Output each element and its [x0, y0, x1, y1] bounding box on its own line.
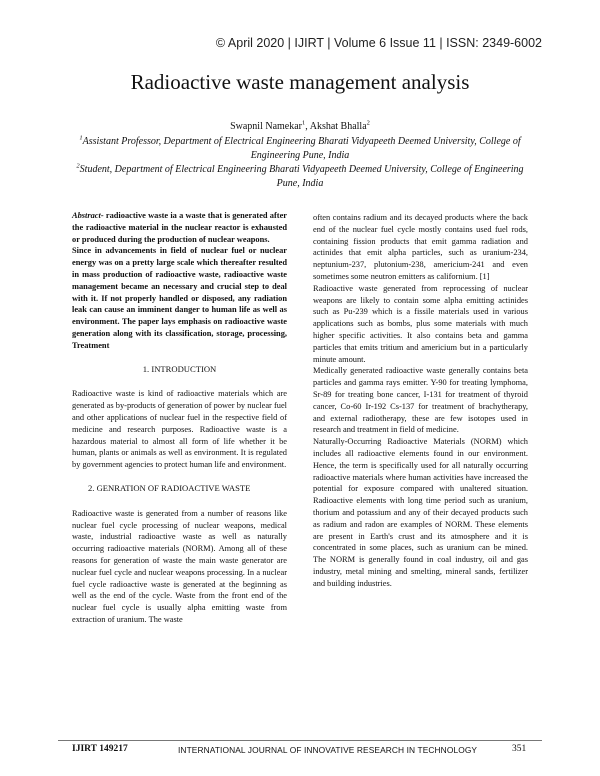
- affiliation-1: [74, 135, 526, 162]
- footer-page-number: 351: [512, 744, 527, 754]
- section-heading-generation: 2. GENRATION OF RADIOACTIVE WASTE: [88, 482, 251, 493]
- author-2: Akshat Bhalla: [309, 121, 367, 132]
- journal-header: © April 2020 | IJIRT | Volume 6 Issue 11 | ISSN: 2349-6002: [215, 36, 542, 50]
- abstract-text-1: radioactive waste ia a waste that is generated after the radioactive material in the nuclear reactor is exhausted or produced during the production of nuclear weapons.: [72, 211, 287, 244]
- affiliation-1-superscript: 1: [79, 134, 83, 142]
- affiliation-2-text: Student, Department of Electrical Engineering Bharati Vidyapeeth Deemed University, College of Engineering Pune, India: [79, 164, 524, 189]
- footer-journal-name: INTERNATIONAL JOURNAL OF INNOVATIVE RESEARCH IN TECHNOLOGY: [178, 745, 478, 755]
- abstract-label: Abstract-: [72, 211, 104, 220]
- author-1-superscript: 1: [302, 119, 306, 127]
- author-2-superscript: 2: [366, 119, 370, 127]
- affiliation-1-text: Assistant Professor, Department of Electrical Engineering Bharati Vidyapeeth Deemed University, College of Engineering Pune, India: [82, 136, 521, 161]
- abstract-text-2: Since in advancements in field of nuclear fuel or nuclear energy was on a pretty large scale which thereafter resulted in mass production of radioactive waste, radioactive waste management became an necessary and crucial step to deal with it. If not properly handled or disposed, any radiation leak can cause an imminent danger to human life as well as environment. The paper lays emphasis on radioactive waste generation along with its classification, storage, processing, Treatment: [72, 246, 287, 350]
- left-column: [72, 210, 287, 626]
- author-separator: ,: [305, 121, 310, 132]
- author-line: [0, 121, 600, 132]
- right-paragraph-2: Radioactive waste generated from reprocessing of nuclear weapons are likely to contain some alpha emitting actinides such as Pu-239 which is a fissile materials used in various applications such as bombs, plus some materials with much higher specific activities. It also contains beta and gamma particles that emits tritium and americium but in a particularly minute amount.: [313, 283, 528, 364]
- right-column: [313, 212, 528, 590]
- generation-paragraph: Radioactive waste is generated from a number of reasons like nuclear fuel cycle processing of nuclear weapons, medical waste, industrial radioactive waste as well as naturally occurring radioactive materials (NORM). Among all of these reasons for generation of waste the main waste generator are nuclear fuel cycle and nuclear weapons processing. In a nuclear fuel cycle radioactive waste is generated at the beginning as well as the end of the cycle. Waste from the front end of the nuclear fuel cycle is usually alpha emitting waste from extraction of uranium. The waste: [72, 508, 287, 624]
- footer-divider: [58, 740, 542, 741]
- author-1: Swapnil Namekar: [230, 121, 303, 132]
- right-paragraph-4: Naturally-Occurring Radioactive Materials (NORM) which includes all radioactive elements found in our environment. Hence, the term is specifically used for all naturally occurring radioactive materials where human activities have increased the potential for exposure compared with unaltered situation. Radioactive elements with long time period such as uranium, thorium and potassium and any of their decayed products such as radium and radon are examples of NORM. These elements are present in Earth's crust and its atmosphere and it is concentrated in some places, such as uranium can be mined. The NORM is generally found in coal industry, oil and gas industry, metal mining and smelting, mineral sands, fertilizer and building industries.: [313, 437, 528, 588]
- right-paragraph-3: Medically generated radioactive waste generally contains beta particles and gamma rays emitter. Y-90 for treating lymphoma, Sr-89 for treating bone cancer, I-131 for treatment of thyroid cancer, Co-60 Ir-192 Cs-137 for treatment of brachytherapy, and external radiotherapy, these are few isotopes used in research and treatment in field of medicine.: [313, 366, 528, 435]
- footer-paper-id: IJIRT 149217: [72, 744, 128, 754]
- affiliation-2: [74, 163, 526, 190]
- right-paragraph-1: often contains radium and its decayed products where the back end of the nuclear fuel cycle mostly contains used fuel rods, containing fission products that emit gamma radiation and actinides that emit alpha particles, such as uranium-234, neptunium-237, plutonium-238, americium-241 and even sometimes some neutron emitters as californium. [1]: [313, 213, 528, 281]
- affiliation-2-superscript: 2: [76, 162, 80, 170]
- paper-title: Radioactive waste management analysis: [130, 70, 470, 94]
- abstract-paragraph-1: [72, 210, 287, 245]
- introduction-paragraph: Radioactive waste is kind of radioactive materials which are generated as by-products of generation of power by nuclear fuel and other applications of nuclear fuel in the respective field of medicine and research purposes. Radioactive waste is a hazardous material to almost all form of life whether it be human, plants or animals as well as environment. It is regulated by government agencies to protect human life and environment.: [72, 389, 287, 470]
- section-heading-introduction: 1. INTRODUCTION: [142, 363, 217, 374]
